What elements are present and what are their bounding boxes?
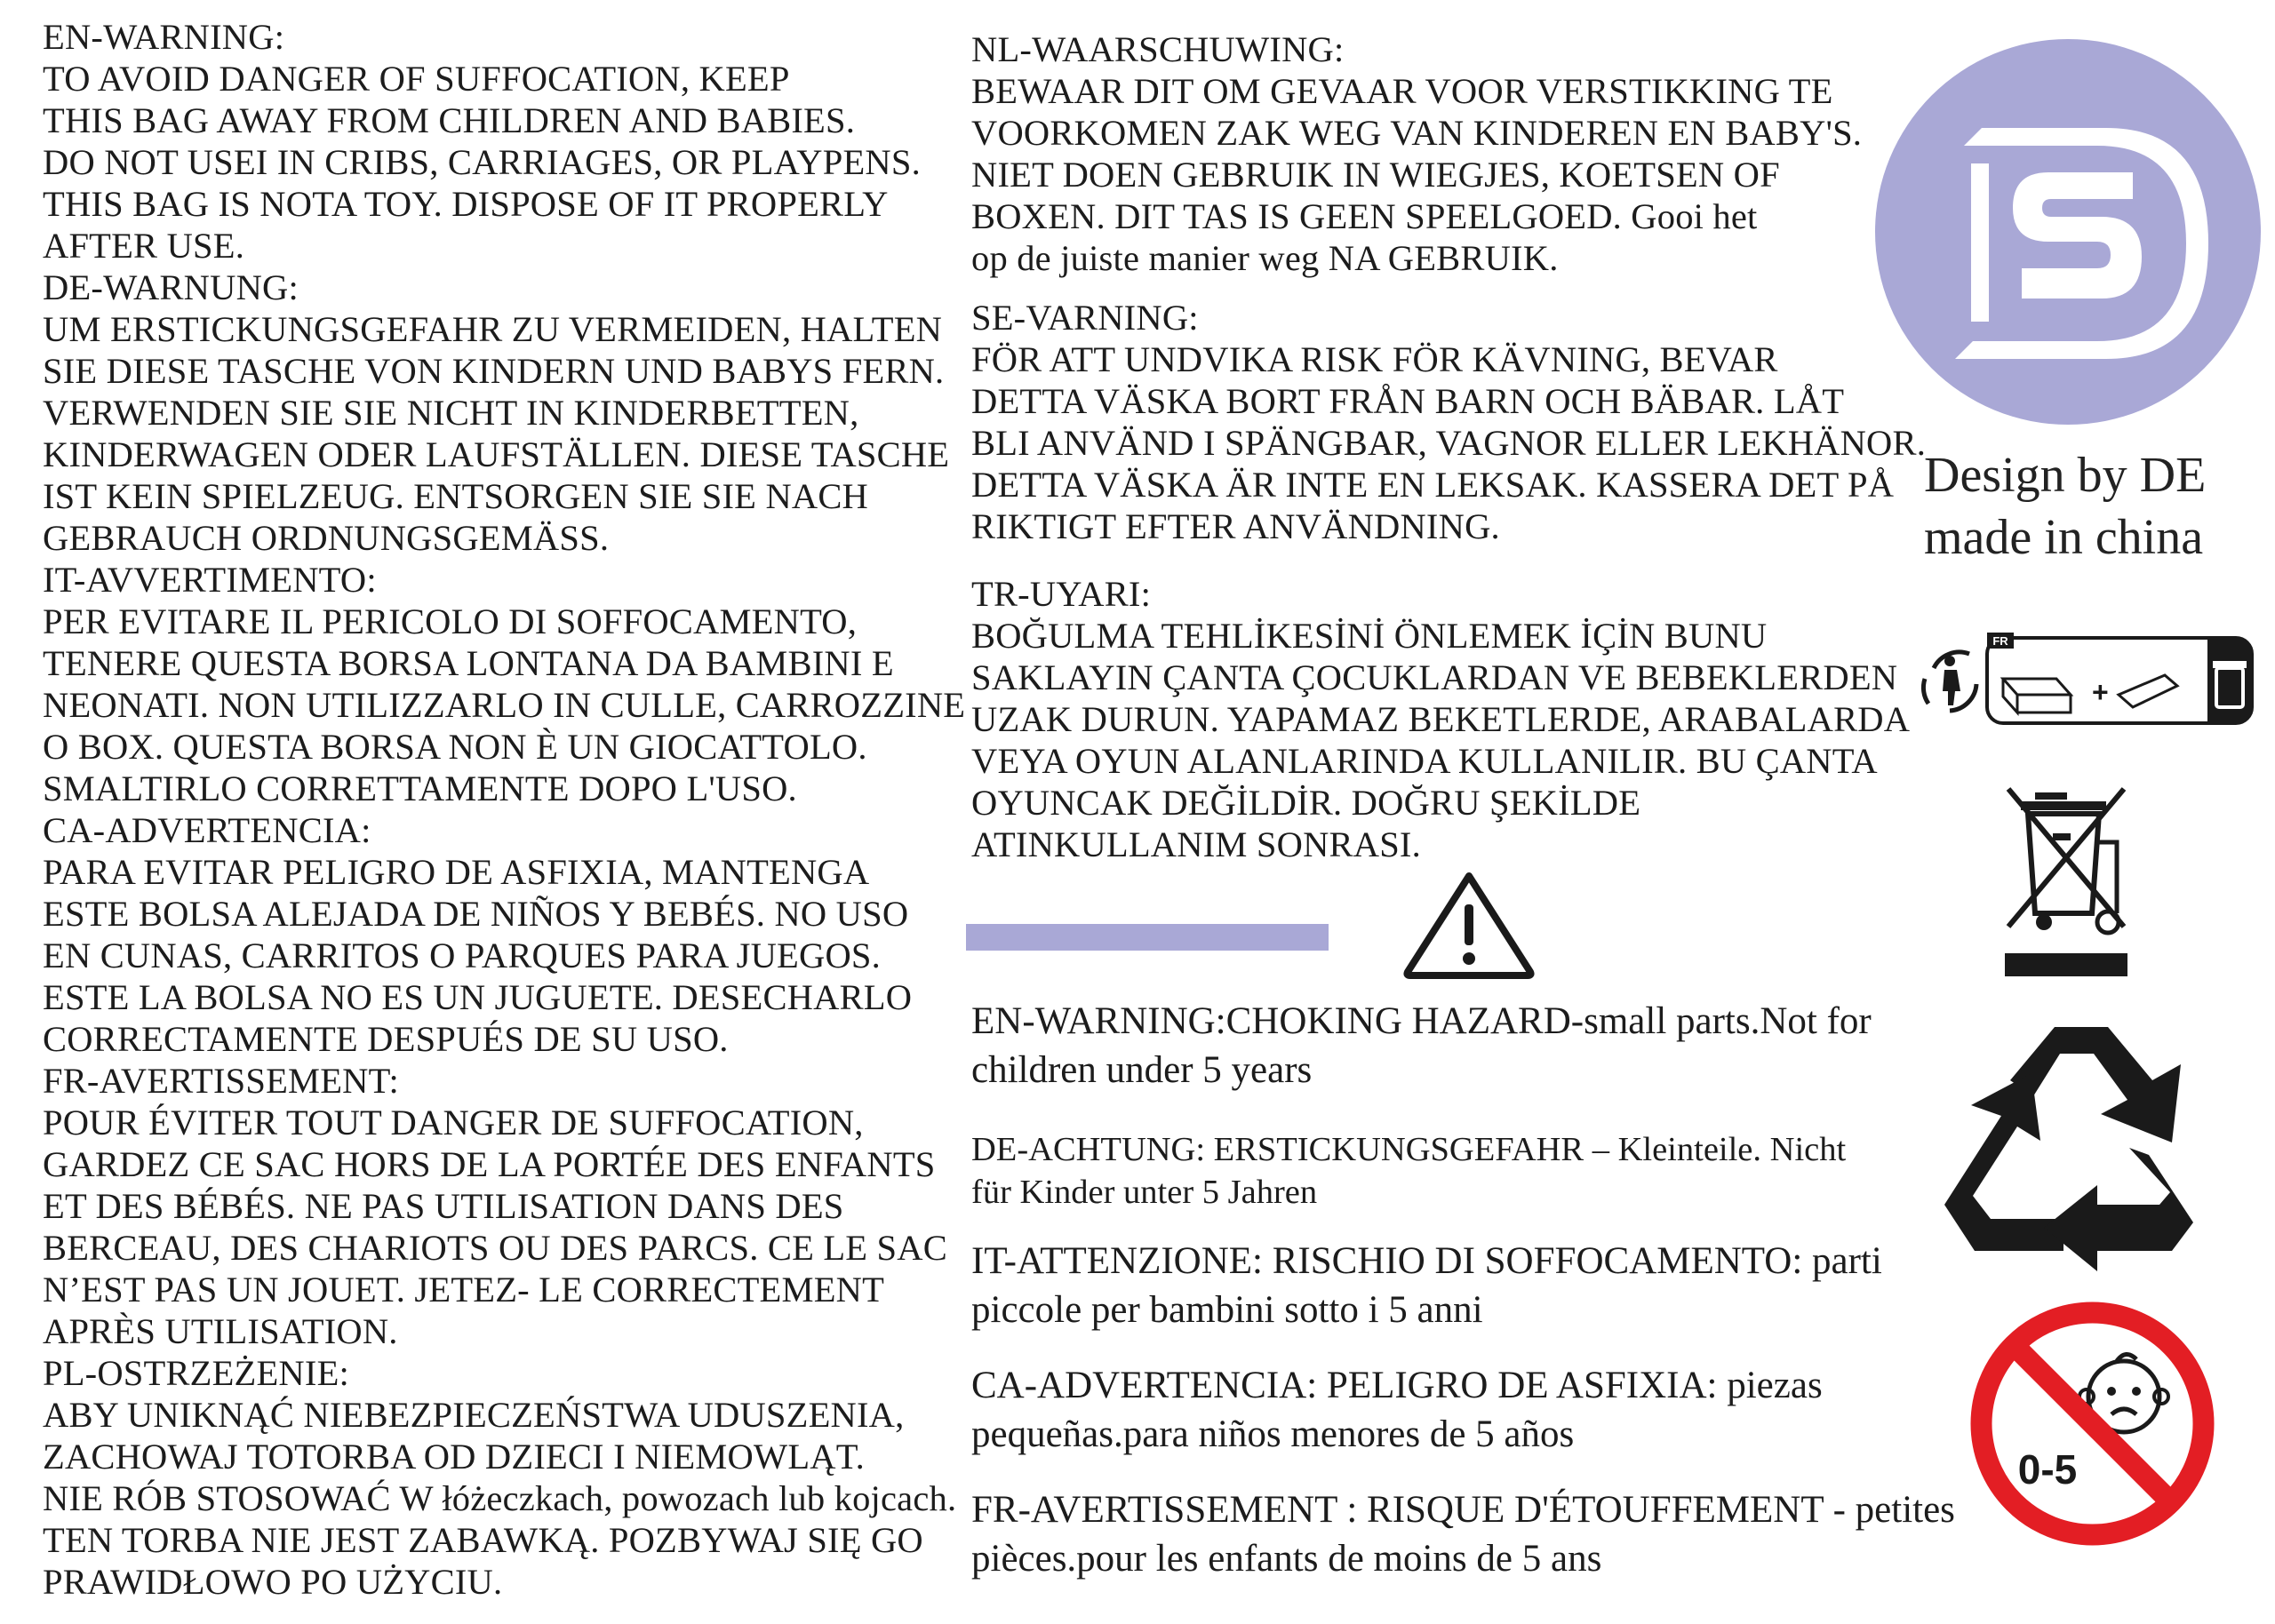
design-by-text: Design by DE made in china [1924, 448, 2207, 565]
warning-body: ABY UNIKNĄĆ NIEBEZPIECZEŃSTWA UDUSZENIA, ZACHOWAJ TOTORBA OD DZIECI I NIEMOWLĄT. NIE RÓB STOSOWAĆ W łóżeczkach, powozach lub kojcach. TEN TORBA NIE JEST ZABAWKĄ. POZBYWAJ SIĘ GO PRAWIDŁOWO PO UŻYCIU. [43, 1395, 957, 1602]
warning-block-de [43, 267, 967, 559]
warning-body: BEWAAR DIT OM GEVAAR VOOR VERSTIKKING TE VOORKOMEN ZAK WEG VAN KINDEREN EN BABY'S. NIET DOEN GEBRUIK IN WIEGJES, KOETSEN OF BOXEN. DIT TAS IS GEEN SPEELGOED. Gooi het op de juiste manier weg NA GEBRUIK. [971, 71, 1863, 278]
warning-heading: SE-VARNING: [971, 298, 1199, 338]
warning-heading: IT-AVVERTIMENTO: [43, 560, 377, 600]
warning-body: PARA EVITAR PELIGRO DE ASFIXIA, MANTENGA ESTE BOLSA ALEJADA DE NIÑOS Y BEBÉS. NO USO EN CUNAS, CARRITOS O PARQUES PARA JUEGOS. ESTE LA BOLSA NO ES UN JUGUETE. DESECHARLO CORRECTAMENTE DESPUÉS DE SU USO. [43, 852, 913, 1059]
warning-heading: NL-WAARSCHUWING: [971, 29, 1345, 69]
choking-warning-ca: CA-ADVERTENCIA: PELIGRO DE ASFIXIA: piezas pequeñas.para niños menores de 5 años [971, 1365, 1823, 1455]
recycle-icon [1939, 1018, 2215, 1271]
warning-body: TO AVOID DANGER OF SUFFOCATION, KEEP THIS BAG AWAY FROM CHILDREN AND BABIES. DO NOT USEI IN CRIBS, CARRIAGES, OR PLAYPENS. THIS BAG IS NOTA TOY. DISPOSE OF IT PROPERLY AFTER USE. [43, 59, 921, 266]
warning-heading: DE-WARNUNG: [43, 267, 299, 307]
brand-logo [1875, 39, 2261, 425]
warning-heading: EN-WARNING: [43, 17, 285, 57]
warning-block-ca [43, 809, 967, 1060]
warning-block-se [971, 297, 1949, 547]
warning-heading: TR-UYARI: [971, 574, 1152, 614]
accent-divider-bar [966, 924, 1329, 951]
age-label: 0-5 [2017, 1446, 2078, 1493]
warning-heading: PL-OSTRZEŻENIE: [43, 1353, 349, 1393]
warning-heading: FR-AVERTISSEMENT: [43, 1061, 400, 1101]
choking-warning-fr: FR-AVERTISSEMENT : RISQUE D'ÉTOUFFEMENT - petites pièces.pour les enfants de moins de 5 ans [971, 1489, 1955, 1580]
choking-warning-it: IT-ATTENZIONE: RISCHIO DI SOFFOCAMENTO: parti piccole per bambini sotto i 5 anni [971, 1240, 1882, 1331]
warning-body: UM ERSTICKUNGSGEFAHR ZU VERMEIDEN, HALTEN SIE DIESE TASCHE VON KINDERN UND BABYS FERN. VERWENDEN SIE SIE NICHT IN KINDERBETTEN, KINDERWAGEN ODER LAUFSTÄLLEN. DIESE TASCHE IST KEIN SPIELZEUG. ENTSORGEN SIE SIE NACH GEBRAUCH ORDNUNGSGEMÄSS. [43, 309, 950, 558]
warning-body: POUR ÉVITER TOUT DANGER DE SUFFOCATION, GARDEZ CE SAC HORS DE LA PORTÉE DES ENFANTS ET DES BÉBÉS. NE PAS UTILISATION DANS DES BERCEAU, DES CHARIOTS OU DES PARCS. CE LE SAC N’EST PAS UN JOUET. JETEZ- LE CORRECTEMENT APRÈS UTILISATION. [43, 1103, 947, 1351]
warning-block-pl [43, 1352, 967, 1603]
warning-block-it [43, 559, 967, 809]
middle-column [971, 28, 1949, 865]
weee-bin-icon [2000, 780, 2133, 980]
warning-heading: CA-ADVERTENCIA: [43, 810, 371, 850]
warning-block-nl [971, 28, 1949, 279]
warning-block-tr [971, 573, 1949, 865]
no-children-icon [1966, 1297, 2219, 1550]
warning-body: PER EVITARE IL PERICOLO DI SOFFOCAMENTO, TENERE QUESTA BORSA LONTANA DA BAMBINI E NEONATI. NON UTILIZZARLO IN CULLE, CARROZZINE O BOX. QUESTA BORSA NON È UN GIOCATTOLO. SMALTIRLO CORRETTAMENTE DOPO L'USO. [43, 601, 966, 808]
warning-body: BOĞULMA TEHLİKESİNİ ÖNLEMEK İÇİN BUNU SAKLAYIN ÇANTA ÇOCUKLARDAN VE BEBEKLERDEN UZAK DURUN. YAPAMAZ BEKETLERDE, ARABALARDA VEYA OYUN ALANLARINDA KULLANILIR. BU ÇANTA OYUNCAK DEĞİLDİR. DOĞRU ŞEKİLDE ATINKULLANIM SONRASI. [971, 616, 1911, 864]
choking-warning-en: EN-WARNING:CHOKING HAZARD-small parts.Not for children under 5 years [971, 1000, 1872, 1091]
warning-block-en [43, 16, 967, 267]
left-column [43, 16, 967, 1603]
triman-icon [1914, 633, 2261, 730]
svg-text:+: + [2092, 676, 2109, 708]
warning-triangle-icon [1402, 871, 1536, 979]
warning-body: FÖR ATT UNDVIKA RISK FÖR KÄVNING, BEVAR DETTA VÄSKA BORT FRÅN BARN OCH BÄBAR. LÅT BLI ANVÄND I SPÄNGBAR, VAGNOR ELLER LEKHÄNOR. DETTA VÄSKA ÄR INTE EN LEKSAK. KASSERA DET PÅ RIKTIGT EFTER ANVÄNDNING. [971, 339, 1927, 546]
warning-block-fr [43, 1060, 967, 1352]
triman-country: FR [1992, 634, 2008, 648]
choking-warning-de: DE-ACHTUNG: ERSTICKUNGSGEFAHR – Kleinteile. Nicht für Kinder unter 5 Jahren [971, 1131, 1847, 1211]
